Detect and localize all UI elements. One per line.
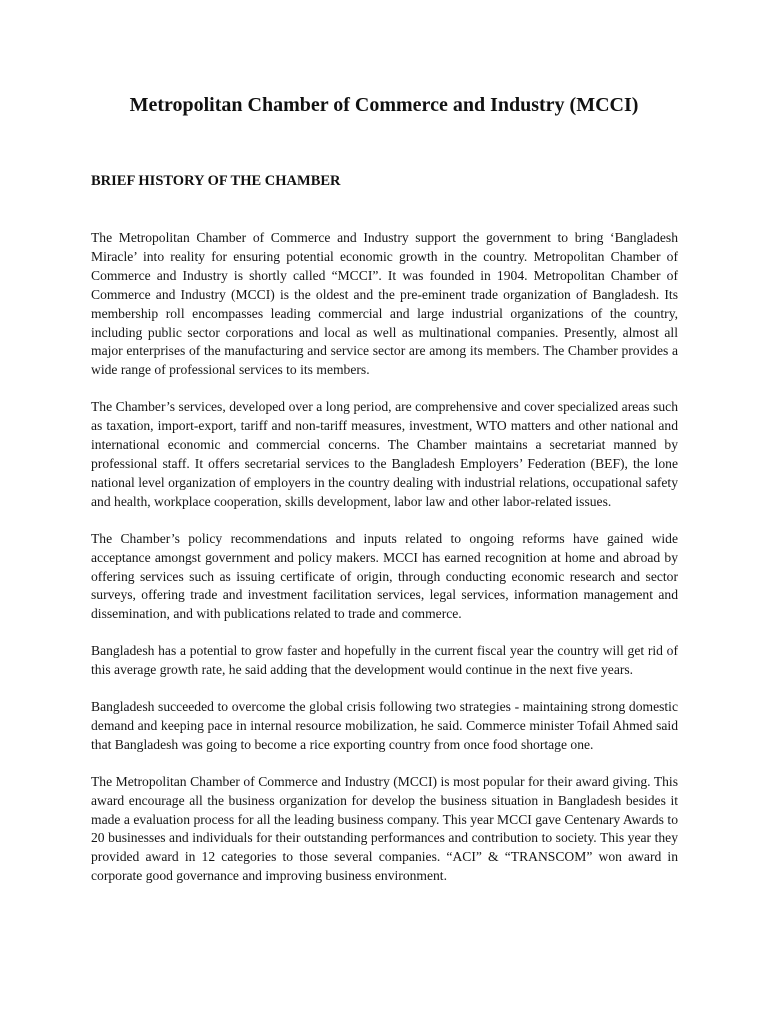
paragraph-growth: Bangladesh has a potential to grow faster and hopefully in the current fiscal year the country will get rid of this average growth rate, he said adding that the development would continue in the next five years.	[91, 643, 678, 678]
paragraph-history: The Metropolitan Chamber of Commerce and Industry support the government to bring ‘Bangladesh Miracle’ into reality for ensuring potential economic growth in the country. Metropolitan Chamber of Commerce and Industry is shortly called “MCCI”. It was founded in 1904. Metropolitan Chamber of Commerce and Industry (MCCI) is the oldest and the pre-eminent trade organization of Bangladesh. Its membership roll encompasses leading commercial and large industrial organizations of the country, including public sector corporations and local as well as multinational companies. Presently, almost all major enterprises of the manufacturing and service sector are among its members. The Chamber provides a wide range of professional services to its members.	[91, 230, 678, 378]
document-body	[91, 229, 678, 904]
paragraph-services: The Chamber’s services, developed over a long period, are comprehensive and cover specialized areas such as taxation, import-export, tariff and non-tariff measures, investment, WTO matters and other national and international economic and commercial concerns. The Chamber maintains a secretariat manned by professional staff. It offers secretarial services to the Bangladesh Employers’ Federation (BEF), the lone national level organization of employers in the country dealing with industrial relations, occupational safety and health, workplace cooperation, skills development, labor law and other labor-related issues.	[91, 399, 678, 509]
document-title: Metropolitan Chamber of Commerce and Industry (MCCI)	[129, 94, 639, 116]
paragraph-crisis: Bangladesh succeeded to overcome the global crisis following two strategies - maintaining strong domestic demand and keeping pace in internal resource mobilization, he said. Commerce minister Tofail Ahmed said that Bangladesh was going to become a rice exporting country from once food shortage one.	[91, 699, 678, 752]
paragraph-policy: The Chamber’s policy recommendations and inputs related to ongoing reforms have gained wide acceptance amongst government and policy makers. MCCI has earned recognition at home and abroad by offering services such as issuing certificate of origin, through conducting economic research and sector surveys, offering trade and investment facilitation services, legal services, information management and dissemination, and with publications related to trade and commerce.	[91, 530, 678, 622]
section-heading: BRIEF HISTORY OF THE CHAMBER	[91, 173, 341, 189]
paragraph-awards: The Metropolitan Chamber of Commerce and Industry (MCCI) is most popular for their award giving. This award encourage all the business organization for develop the business situation in Bangladesh besides it made a evaluation process for all the leading business company. This year MCCI gave Centenary Awards to 20 businesses and individuals for their outstanding performances and contribution to society. This year they provided award in 12 categories to those several companies. “ACI” & “TRANSCOM” won award in corporate good governance and improving business environment.	[91, 773, 678, 884]
